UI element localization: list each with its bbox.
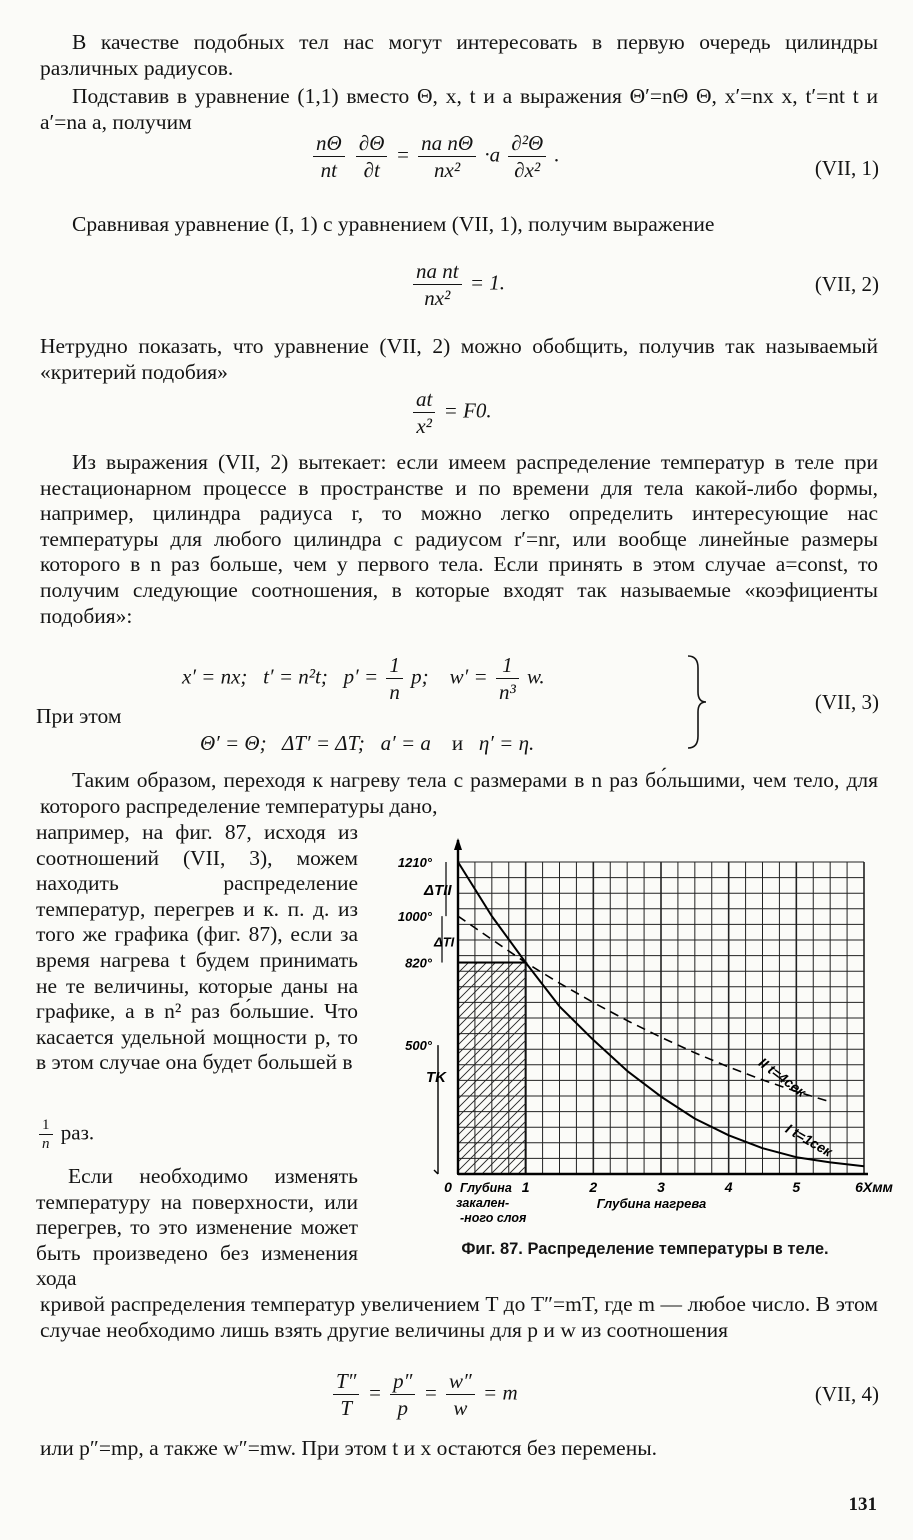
label-depth-layer-2: закален- [456, 1196, 510, 1210]
figure-87-temperature-distribution [380, 836, 900, 1236]
label-series-t1sec: I t=1сек [782, 1120, 836, 1160]
equation-fourier-criterion: $\frac{at}{\text{x²}}$ = F0. [410, 386, 492, 439]
equation-vii-3-line-2: Θ′ = Θ; ΔT′ = ΔT; a′ = a и η′ = η. [200, 731, 535, 755]
x-tick-label: 4 [724, 1179, 733, 1195]
y-tick-label: 820° [405, 955, 432, 971]
hatch-line [734, 874, 900, 1174]
equation-label-vii-3: (VII, 3) [814, 690, 879, 714]
label-delta-t2: ΔTII [424, 882, 452, 900]
hatch-line [401, 874, 701, 1174]
hatch-line [500, 874, 800, 1174]
hatch-line [392, 874, 692, 1174]
paragraph-similar-bodies: В качестве подобных тел нас могут интересовать в первую очередь цилиндры различных радиусов. [40, 30, 878, 80]
paragraph-substitution: Подставив в уравнение (1,1) вместо Θ, x, t и a выражения Θ′=nΘ Θ, x′=nx x, t′=nt t и a′=na a, получим [40, 84, 878, 134]
chart-axes [434, 838, 868, 1174]
equation-vii-4: $\frac{T''}{T}$ = $\frac{p''}{p}$ = $\frac{w''}{w}$ = m [330, 1368, 518, 1421]
label-delta-t1: ΔTI [434, 934, 455, 950]
y-tick-label: 1210° [397, 855, 432, 870]
equation-brace [684, 654, 708, 750]
x-tick-label: 1 [521, 1179, 530, 1195]
hatch-line [581, 874, 881, 1174]
y-tick-label: 500° [405, 1038, 432, 1054]
hatch-line [554, 874, 854, 1174]
label-depth-layer-3: -ного слоя [460, 1211, 527, 1225]
hatch-line [455, 874, 755, 1174]
x-tick-label: 0 [444, 1179, 452, 1195]
equation-vii-3-line-1: x′ = nx; t′ = n²t; p′ = $\frac{1}{n}$ p; w′ = $\frac{1}{\text{n³}}$ w. [182, 653, 545, 704]
hatch-line [518, 874, 818, 1174]
paragraph-similarity-criterion: Нетрудно показать, что уравнение (VII, 2) можно обобщить, получив так называемый «критерий подобия» [40, 334, 878, 384]
paragraph-conclusion: или p″=mp, а также w″=mw. При этом t и x остаются без перемены. [40, 1436, 658, 1460]
x-tick-label: 6Хмм [855, 1179, 893, 1195]
hatch-line [752, 874, 900, 1174]
paragraph-larger-body-side: например, на фиг. 87, исходя из соотношений (VII, 3), можем находить распределение температур, перегрев и к. п. д. из того же графика (фиг. 87), если за время нагрева t будем принимать не те величины, которые даны на графике, а в n² раз бо́льшие. Что касается удельной мощности p, то в этом случае она будет большей в [36, 820, 358, 1075]
hatch-line [635, 874, 900, 1174]
equation-vii-2: $\frac{\text{na nt}}{\text{nx²}}$ = 1. [410, 258, 505, 311]
page-number: 131 [848, 1494, 877, 1515]
hatch-line [482, 874, 782, 1174]
x-tick-label: 3 [657, 1179, 665, 1195]
paragraph-larger-body: Таким образом, переходя к нагреву тела с размерами в n раз бо́льшими, чем тело, для которого распределение температуры дано, [40, 768, 878, 818]
hatch-line [743, 874, 900, 1174]
figure-caption: Фиг. 87. Распределение температуры в теле. [461, 1240, 829, 1258]
hatch-line [380, 874, 485, 1174]
label-heating-depth: Глубина нагрева [596, 1196, 707, 1211]
label-tk: TK [426, 1069, 446, 1087]
y-axis-arrow [454, 838, 462, 850]
equation-label-vii-1: (VII, 1) [814, 156, 879, 180]
hatch-line [716, 874, 900, 1174]
hatch-line [653, 874, 900, 1174]
label-series-t4sec: II t=4сек [755, 1054, 810, 1101]
hatch-line [572, 874, 872, 1174]
hatch-line [563, 874, 863, 1174]
equation-label-vii-4: (VII, 4) [814, 1382, 879, 1406]
paragraph-at-this: При этом [36, 704, 122, 728]
hatch-line [437, 874, 737, 1174]
label-depth-layer-1: Глубина [460, 1181, 512, 1195]
hatch-line [644, 874, 900, 1174]
hatch-line [446, 874, 746, 1174]
equation-label-vii-2: (VII, 2) [814, 272, 879, 296]
equation-vii-1: $\frac{n\Theta}{nt}$ $\frac{\partial\Theta}{\partial t}$ = $\frac{\text{na nΘ}}{\text{nx²}}$ ·a $\frac{\text{∂²Θ}}{\text{∂x²}}$ . [310, 130, 560, 183]
hatch-line [608, 874, 900, 1174]
hatch-line [617, 874, 900, 1174]
hatch-line [527, 874, 827, 1174]
paragraph-comparison: Сравнивая уравнение (I, 1) с уравнением (VII, 1), получим выражение [72, 212, 715, 236]
inline-fraction-line: $\frac{1}{n}$ раз. [36, 1116, 94, 1153]
y-tick-label: 1000° [397, 909, 432, 925]
hatch-line [509, 874, 809, 1174]
hatch-line [590, 874, 890, 1174]
paragraph-overheat-full: кривой распределения температур увеличением T до T″=mT, где m — любое число. В этом случае необходимо лишь взять другие величины для p и w из соотношения [40, 1292, 878, 1342]
paragraph-distribution: Из выражения (VII, 2) вытекает: если имеем распределение температур в теле при нестационарном процессе в пространстве и по времени для тела какой-либо формы, например, цилиндра радиуса r, то можно легко определить интересующие нас температуры для любого цилиндра с радиусом r′=nr, или вообще линейные размеры которого в n раз больше, чем у первого тела. Если принять в этом случае a=const, то получим следующие соотношения, в которые входят так называемые «коэфициенты подобия»: [40, 450, 878, 628]
x-tick-label: 5 [792, 1179, 801, 1195]
hatch-line [419, 874, 719, 1174]
hatch-line [725, 874, 900, 1174]
paragraph-overheat-side: Если необходимо изменять температуру на поверхности, или перегрев, то это изменение может быть произведено без изменения хода [36, 1164, 358, 1291]
x-tick-label: 2 [589, 1179, 598, 1195]
